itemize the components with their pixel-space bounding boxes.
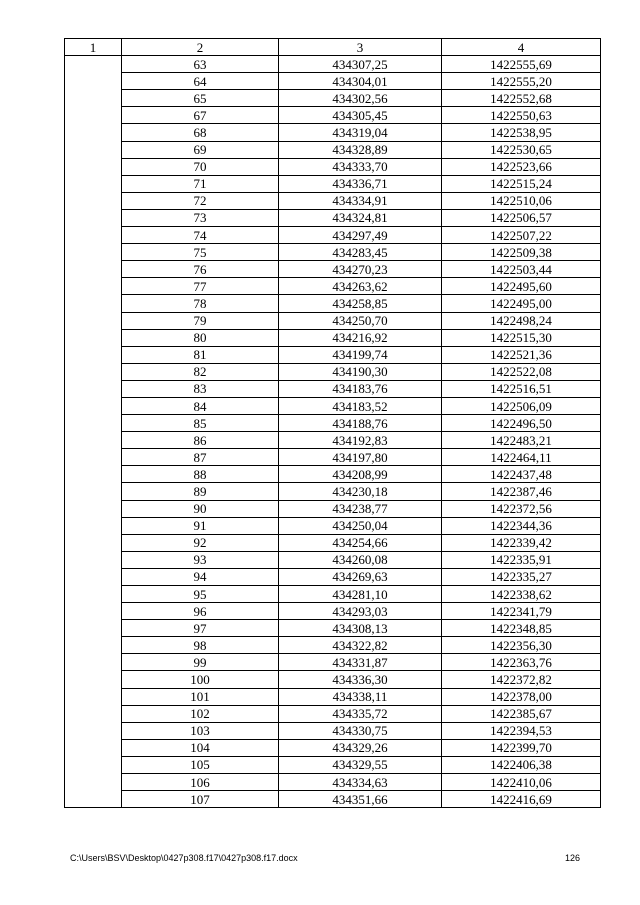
x-coordinate-cell: 434263,62: [279, 278, 442, 295]
x-coordinate-cell: 434192,83: [279, 432, 442, 449]
point-number-cell: 87: [122, 449, 279, 466]
point-number-cell: 98: [122, 637, 279, 654]
x-coordinate-cell: 434208,99: [279, 466, 442, 483]
table-row: [65, 722, 601, 739]
x-coordinate-cell: 434304,01: [279, 73, 442, 90]
table-body: [65, 56, 601, 808]
x-coordinate-cell: 434297,49: [279, 227, 442, 244]
table-row: [65, 363, 601, 380]
point-number-cell: 69: [122, 141, 279, 158]
point-number-cell: 75: [122, 244, 279, 261]
table-row: [65, 312, 601, 329]
table-row: [65, 192, 601, 209]
y-coordinate-cell: 1422516,51: [442, 380, 601, 397]
point-number-cell: 90: [122, 500, 279, 517]
y-coordinate-cell: 1422552,68: [442, 90, 601, 107]
y-coordinate-cell: 1422394,53: [442, 722, 601, 739]
y-coordinate-cell: 1422344,36: [442, 517, 601, 534]
x-coordinate-cell: 434269,63: [279, 568, 442, 585]
y-coordinate-cell: 1422348,85: [442, 620, 601, 637]
point-number-cell: 91: [122, 517, 279, 534]
point-number-cell: 64: [122, 73, 279, 90]
table-row: [65, 90, 601, 107]
table-row: [65, 654, 601, 671]
x-coordinate-cell: 434250,70: [279, 312, 442, 329]
x-coordinate-cell: 434328,89: [279, 141, 442, 158]
y-coordinate-cell: 1422363,76: [442, 654, 601, 671]
table-row: [65, 346, 601, 363]
table-row: [65, 466, 601, 483]
x-coordinate-cell: 434260,08: [279, 551, 442, 568]
point-number-cell: 96: [122, 603, 279, 620]
column-header-1: 1: [65, 39, 122, 56]
y-coordinate-cell: 1422530,65: [442, 141, 601, 158]
point-number-cell: 65: [122, 90, 279, 107]
table-row: [65, 671, 601, 688]
x-coordinate-cell: 434335,72: [279, 705, 442, 722]
y-coordinate-cell: 1422506,57: [442, 209, 601, 226]
point-number-cell: 79: [122, 312, 279, 329]
x-coordinate-cell: 434281,10: [279, 586, 442, 603]
table-row: [65, 175, 601, 192]
point-number-cell: 80: [122, 329, 279, 346]
table-row: [65, 107, 601, 124]
table-row: [65, 141, 601, 158]
table-row: [65, 483, 601, 500]
table-row: [65, 791, 601, 808]
x-coordinate-cell: 434230,18: [279, 483, 442, 500]
point-number-cell: 97: [122, 620, 279, 637]
y-coordinate-cell: 1422437,48: [442, 466, 601, 483]
x-coordinate-cell: 434331,87: [279, 654, 442, 671]
table-row: [65, 449, 601, 466]
x-coordinate-cell: 434183,52: [279, 397, 442, 414]
point-number-cell: 106: [122, 774, 279, 791]
y-coordinate-cell: 1422406,38: [442, 756, 601, 773]
table-row: [65, 380, 601, 397]
point-number-cell: 88: [122, 466, 279, 483]
table-row: [65, 756, 601, 773]
table-row: [65, 500, 601, 517]
table-row: [65, 158, 601, 175]
table-row: [65, 432, 601, 449]
table-row: [65, 295, 601, 312]
table-row: [65, 415, 601, 432]
y-coordinate-cell: 1422509,38: [442, 244, 601, 261]
x-coordinate-cell: 434324,81: [279, 209, 442, 226]
x-coordinate-cell: 434238,77: [279, 500, 442, 517]
point-number-cell: 85: [122, 415, 279, 432]
point-number-cell: 76: [122, 261, 279, 278]
point-number-cell: 67: [122, 107, 279, 124]
y-coordinate-cell: 1422416,69: [442, 791, 601, 808]
y-coordinate-cell: 1422507,22: [442, 227, 601, 244]
point-number-cell: 78: [122, 295, 279, 312]
x-coordinate-cell: 434302,56: [279, 90, 442, 107]
point-number-cell: 63: [122, 56, 279, 73]
table-row: [65, 620, 601, 637]
point-number-cell: 70: [122, 158, 279, 175]
y-coordinate-cell: 1422538,95: [442, 124, 601, 141]
point-number-cell: 105: [122, 756, 279, 773]
y-coordinate-cell: 1422523,66: [442, 158, 601, 175]
point-number-cell: 101: [122, 688, 279, 705]
table-row: [65, 73, 601, 90]
table-row: [65, 739, 601, 756]
table-row: [65, 329, 601, 346]
point-number-cell: 94: [122, 568, 279, 585]
table-row: [65, 124, 601, 141]
y-coordinate-cell: 1422496,50: [442, 415, 601, 432]
point-number-cell: 68: [122, 124, 279, 141]
y-coordinate-cell: 1422555,20: [442, 73, 601, 90]
point-number-cell: 107: [122, 791, 279, 808]
footer-page-number: 126: [564, 853, 580, 863]
point-number-cell: 73: [122, 209, 279, 226]
x-coordinate-cell: 434197,80: [279, 449, 442, 466]
y-coordinate-cell: 1422464,11: [442, 449, 601, 466]
empty-merged-cell: [65, 56, 122, 808]
x-coordinate-cell: 434329,26: [279, 739, 442, 756]
table-row: [65, 209, 601, 226]
x-coordinate-cell: 434308,13: [279, 620, 442, 637]
table-row: [65, 568, 601, 585]
table-row: [65, 517, 601, 534]
table-row: [65, 705, 601, 722]
point-number-cell: 104: [122, 739, 279, 756]
point-number-cell: 81: [122, 346, 279, 363]
table-row: [65, 56, 601, 73]
point-number-cell: 86: [122, 432, 279, 449]
x-coordinate-cell: 434283,45: [279, 244, 442, 261]
x-coordinate-cell: 434190,30: [279, 363, 442, 380]
x-coordinate-cell: 434333,70: [279, 158, 442, 175]
x-coordinate-cell: 434216,92: [279, 329, 442, 346]
y-coordinate-cell: 1422495,60: [442, 278, 601, 295]
y-coordinate-cell: 1422410,06: [442, 774, 601, 791]
y-coordinate-cell: 1422550,63: [442, 107, 601, 124]
table-row: [65, 278, 601, 295]
y-coordinate-cell: 1422356,30: [442, 637, 601, 654]
point-number-cell: 71: [122, 175, 279, 192]
column-header-4: 4: [442, 39, 601, 56]
point-number-cell: 100: [122, 671, 279, 688]
point-number-cell: 72: [122, 192, 279, 209]
y-coordinate-cell: 1422335,27: [442, 568, 601, 585]
point-number-cell: 99: [122, 654, 279, 671]
point-number-cell: 83: [122, 380, 279, 397]
y-coordinate-cell: 1422372,82: [442, 671, 601, 688]
table-row: [65, 551, 601, 568]
y-coordinate-cell: 1422385,67: [442, 705, 601, 722]
x-coordinate-cell: 434258,85: [279, 295, 442, 312]
point-number-cell: 95: [122, 586, 279, 603]
table-header-row: [65, 39, 601, 56]
y-coordinate-cell: 1422338,62: [442, 586, 601, 603]
table-row: [65, 603, 601, 620]
table-row: [65, 586, 601, 603]
point-number-cell: 89: [122, 483, 279, 500]
y-coordinate-cell: 1422387,46: [442, 483, 601, 500]
point-number-cell: 77: [122, 278, 279, 295]
x-coordinate-cell: 434334,91: [279, 192, 442, 209]
table-row: [65, 688, 601, 705]
y-coordinate-cell: 1422515,24: [442, 175, 601, 192]
y-coordinate-cell: 1422495,00: [442, 295, 601, 312]
x-coordinate-cell: 434254,66: [279, 534, 442, 551]
y-coordinate-cell: 1422378,00: [442, 688, 601, 705]
table-row: [65, 534, 601, 551]
x-coordinate-cell: 434293,03: [279, 603, 442, 620]
x-coordinate-cell: 434188,76: [279, 415, 442, 432]
x-coordinate-cell: 434305,45: [279, 107, 442, 124]
x-coordinate-cell: 434329,55: [279, 756, 442, 773]
y-coordinate-cell: 1422503,44: [442, 261, 601, 278]
y-coordinate-cell: 1422498,24: [442, 312, 601, 329]
x-coordinate-cell: 434351,66: [279, 791, 442, 808]
y-coordinate-cell: 1422339,42: [442, 534, 601, 551]
point-number-cell: 82: [122, 363, 279, 380]
column-header-3: 3: [279, 39, 442, 56]
footer-file-path: C:\Users\BSV\Desktop\0427p308.f17\0427p308.f17.docx: [70, 853, 298, 863]
y-coordinate-cell: 1422399,70: [442, 739, 601, 756]
y-coordinate-cell: 1422335,91: [442, 551, 601, 568]
table-row: [65, 244, 601, 261]
y-coordinate-cell: 1422372,56: [442, 500, 601, 517]
x-coordinate-cell: 434270,23: [279, 261, 442, 278]
coordinates-table: [64, 38, 601, 808]
x-coordinate-cell: 434334,63: [279, 774, 442, 791]
x-coordinate-cell: 434336,71: [279, 175, 442, 192]
y-coordinate-cell: 1422515,30: [442, 329, 601, 346]
point-number-cell: 92: [122, 534, 279, 551]
y-coordinate-cell: 1422483,21: [442, 432, 601, 449]
x-coordinate-cell: 434199,74: [279, 346, 442, 363]
y-coordinate-cell: 1422521,36: [442, 346, 601, 363]
point-number-cell: 84: [122, 397, 279, 414]
x-coordinate-cell: 434319,04: [279, 124, 442, 141]
point-number-cell: 93: [122, 551, 279, 568]
table-row: [65, 261, 601, 278]
table-row: [65, 637, 601, 654]
table-row: [65, 397, 601, 414]
x-coordinate-cell: 434336,30: [279, 671, 442, 688]
y-coordinate-cell: 1422522,08: [442, 363, 601, 380]
y-coordinate-cell: 1422506,09: [442, 397, 601, 414]
y-coordinate-cell: 1422510,06: [442, 192, 601, 209]
table-row: [65, 774, 601, 791]
x-coordinate-cell: 434338,11: [279, 688, 442, 705]
x-coordinate-cell: 434183,76: [279, 380, 442, 397]
point-number-cell: 103: [122, 722, 279, 739]
y-coordinate-cell: 1422555,69: [442, 56, 601, 73]
x-coordinate-cell: 434307,25: [279, 56, 442, 73]
point-number-cell: 74: [122, 227, 279, 244]
x-coordinate-cell: 434322,82: [279, 637, 442, 654]
column-header-2: 2: [122, 39, 279, 56]
table-row: [65, 227, 601, 244]
y-coordinate-cell: 1422341,79: [442, 603, 601, 620]
x-coordinate-cell: 434330,75: [279, 722, 442, 739]
x-coordinate-cell: 434250,04: [279, 517, 442, 534]
point-number-cell: 102: [122, 705, 279, 722]
